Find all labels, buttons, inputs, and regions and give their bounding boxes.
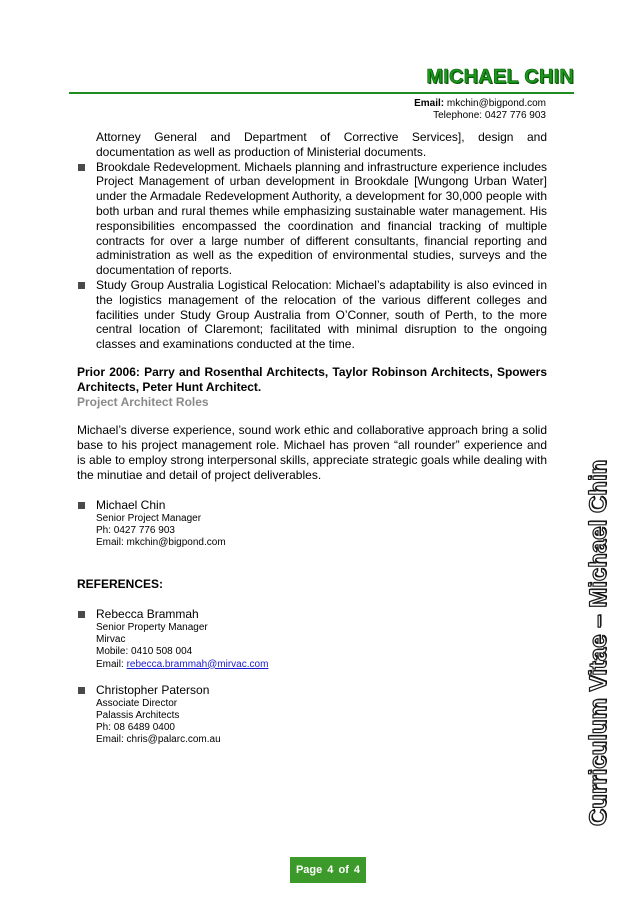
ref2-name: Christopher Paterson <box>96 682 210 697</box>
prior-paragraph: Michael’s diverse experience, sound work ethic and collaborative approach bring a solid base to his project management role. Michael has proven “all rounder” experience and is able to employ strong interpersonal skills, appreciate strategic goals while dealing with the minutiae and detail of project deliverables. <box>77 423 547 482</box>
ref2-company: Palassis Architects <box>96 709 180 721</box>
reference-1 <box>77 607 547 671</box>
ref1-email-link[interactable]: rebecca.brammah@mirvac.com <box>126 658 269 670</box>
ref1-email-line <box>96 659 547 671</box>
references-heading: REFERENCES: <box>77 577 164 592</box>
ref2-email: Email: chris@palarc.com.au <box>96 734 221 746</box>
self-phone: Ph: 0427 776 903 <box>96 524 175 536</box>
ref1-phone: Mobile: 0410 508 004 <box>96 646 193 658</box>
self-title: Senior Project Manager <box>96 512 202 524</box>
ref1-name: Rebecca Brammah <box>96 606 199 621</box>
continuation-text: Attorney General and Department of Corrective Services], design and documentation as well as production of Ministerial documents. <box>96 130 547 159</box>
ref1-company: Mirvac <box>96 634 126 646</box>
reference-2 <box>77 683 547 747</box>
ref1-title: Senior Property Manager <box>96 621 208 633</box>
header-rule <box>69 92 574 94</box>
main-content <box>77 130 547 747</box>
email-label: Email: <box>414 98 445 109</box>
header-email: mkchin@bigpond.com <box>446 98 546 109</box>
header-telephone: Telephone: 0427 776 903 <box>433 110 546 121</box>
prior-role: Project Architect Roles <box>77 394 209 409</box>
prior-heading: Prior 2006: Parry and Rosenthal Architects, Taylor Robinson Architects, Spowers Architects, Peter Hunt Architect. <box>77 364 547 394</box>
self-email: Email: mkchin@bigpond.com <box>96 536 226 548</box>
ref2-title: Associate Director <box>96 697 178 709</box>
ref1-email-label: Email: <box>96 658 127 670</box>
header-name: MICHAEL CHIN <box>426 66 574 88</box>
ref2-phone: Ph: 08 6489 0400 <box>96 722 175 734</box>
bullet-brookdale: Brookdale Redevelopment. Michaels planning and infrastructure experience includes Project Management of urban development in Brookdale [Wungong Urban Water] under the Armadale Redevelopment Authority, a development for 30,000 people with both urban and rural themes while emphasizing sustainable water management. His responsibilities encompassed the coordination and financial tracking of multiple contracts for over a large number of different consultants, financial reporting and administration as well as the expedition of environmental studies, surveys and the documentation of reports. <box>77 160 547 278</box>
self-contact <box>77 498 547 550</box>
header-contact <box>414 98 546 122</box>
bullet-study-group: Study Group Australia Logistical Relocation: Michael’s adaptability is also evinced in the logistics management of the relocation of the various different colleges and facilities under Study Group Australia from O’Conner, south of Perth, to the more central location of Claremont; facilitated with minimal disruption to the ongoing classes and examinations conducted at the time. <box>77 278 547 352</box>
header-email-line <box>414 98 546 110</box>
self-name: Michael Chin <box>96 497 166 512</box>
side-label: Curriculum Vitae – Michael Chin <box>585 459 612 827</box>
page-number-badge: Page 4 of 4 <box>290 857 366 883</box>
